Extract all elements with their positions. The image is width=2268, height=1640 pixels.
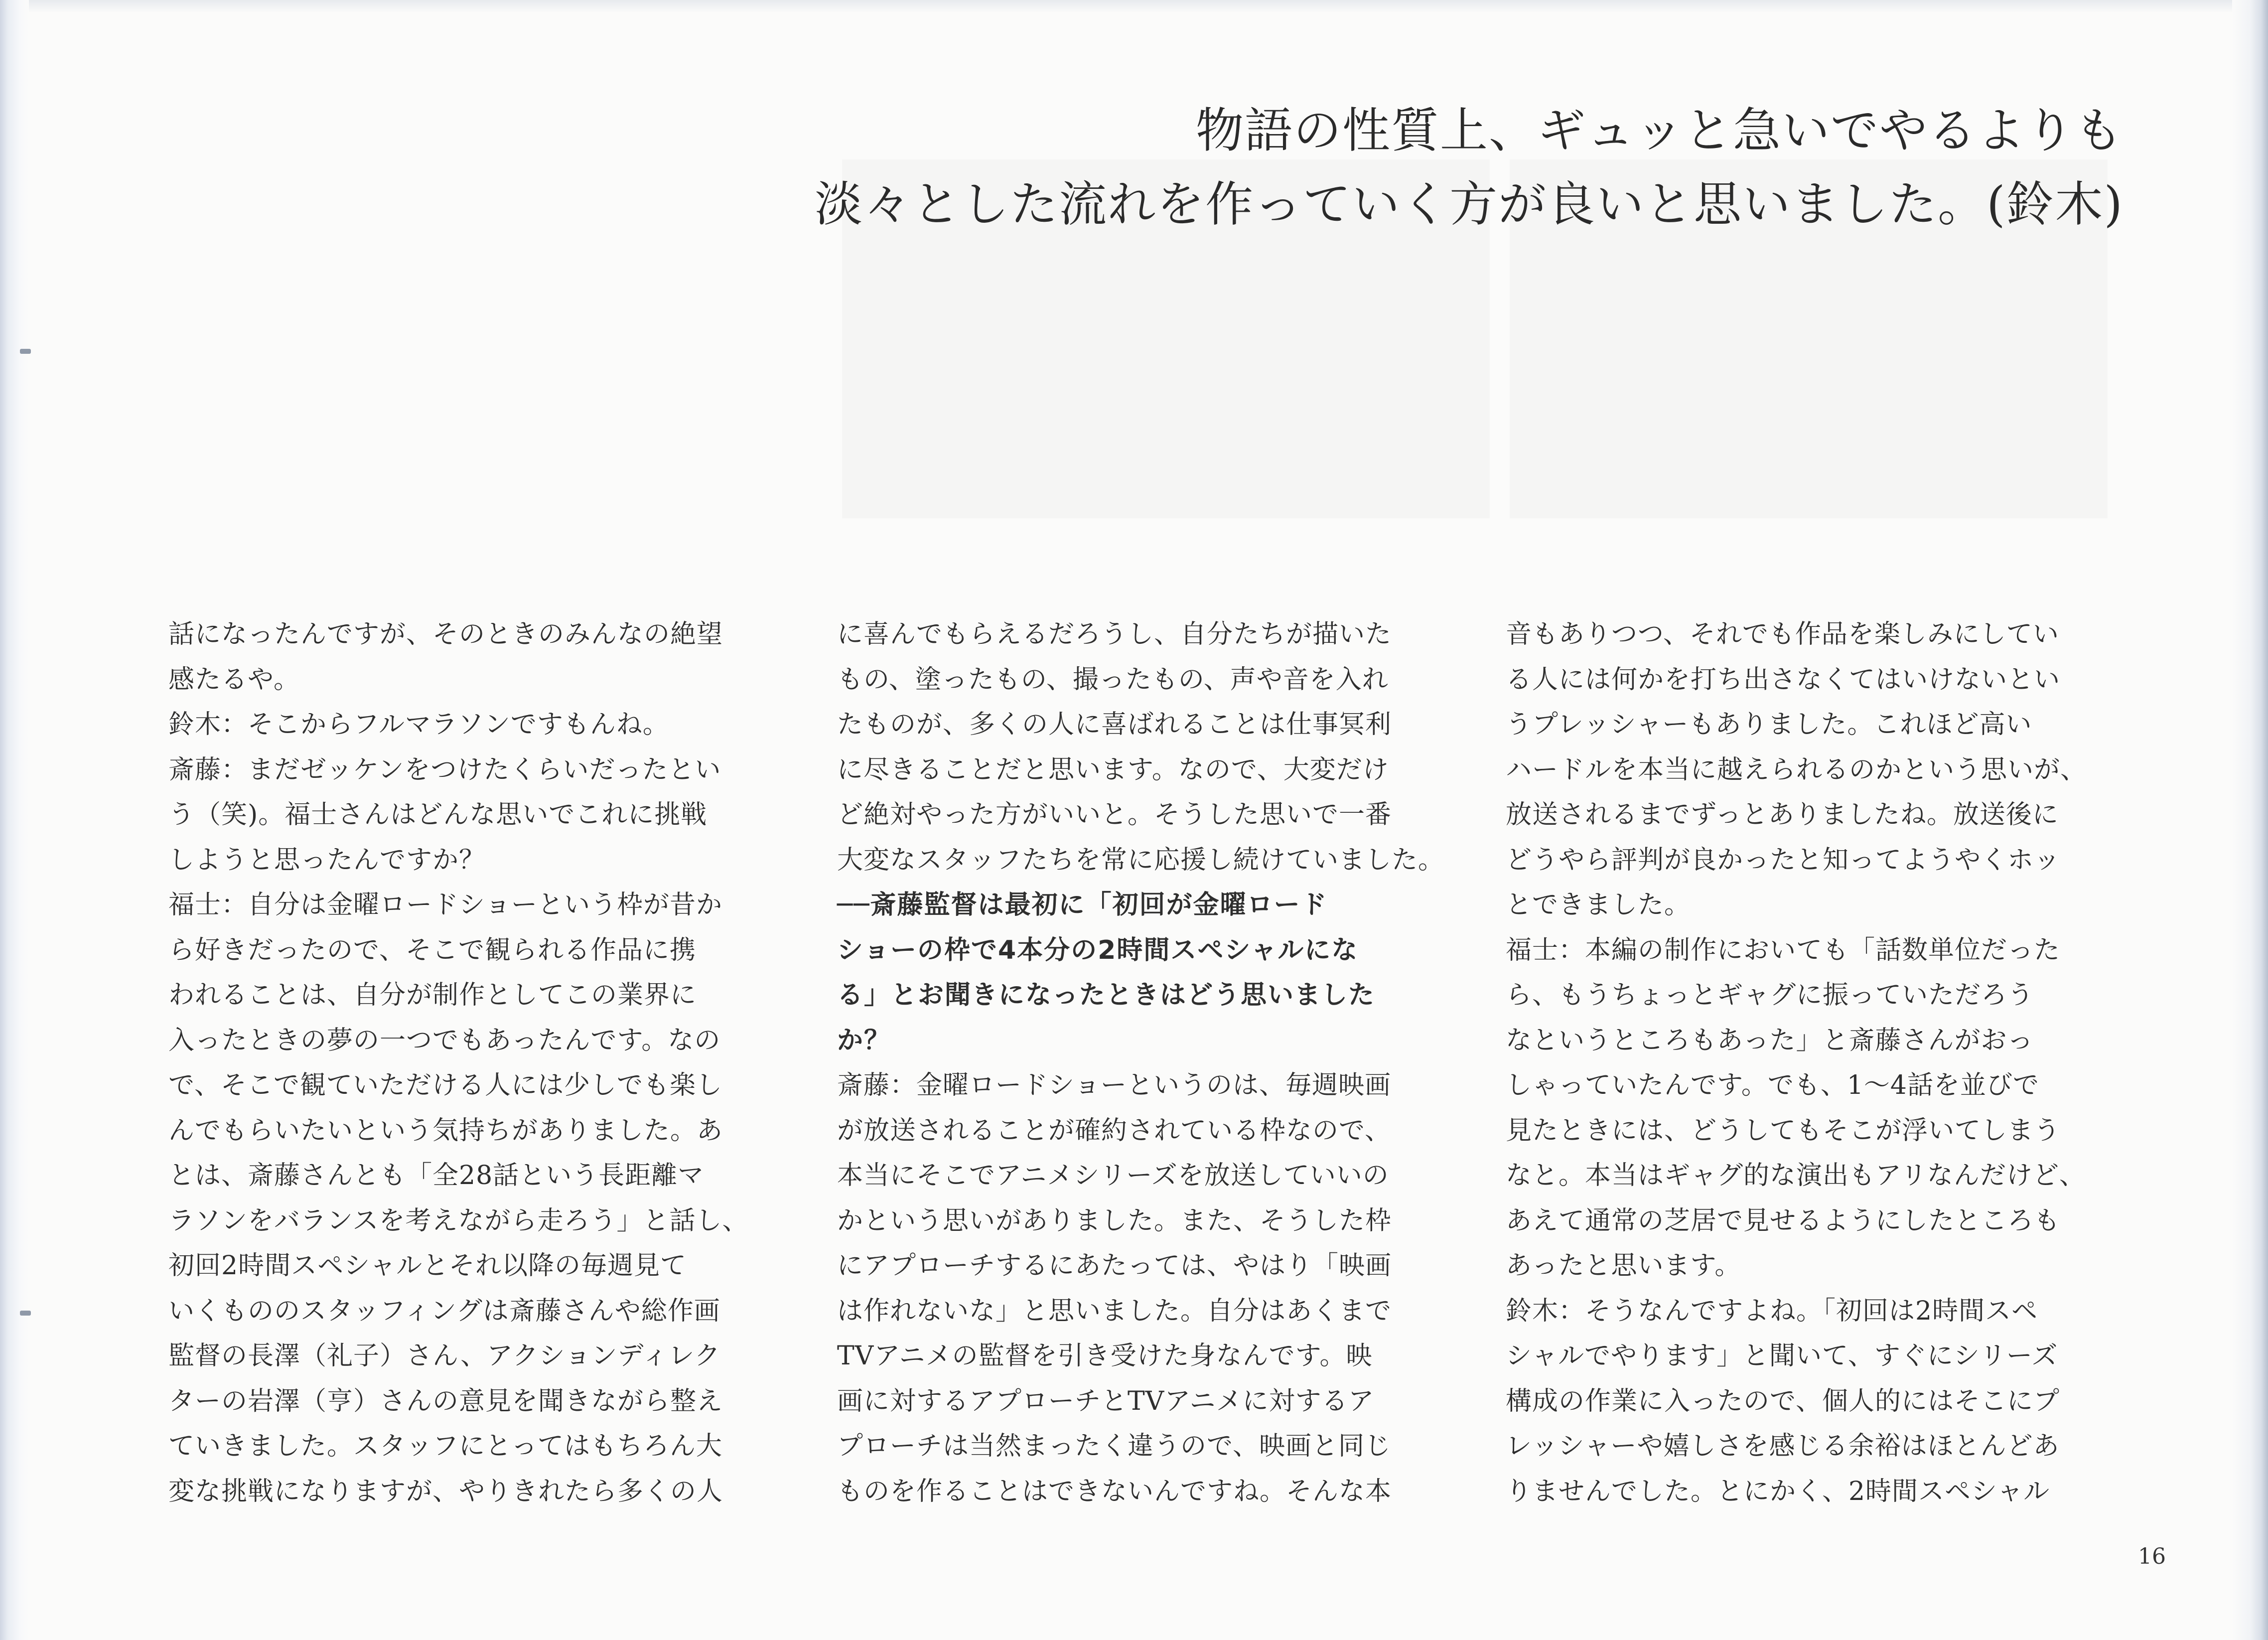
text-line: りませんでした。とにかく、2時間スペシャル xyxy=(1506,1476,2050,1506)
text-line: が放送されることが確約されている枠なので、 xyxy=(837,1115,1391,1146)
text-line: 監督の長澤（礼子）さん、アクションディレク xyxy=(168,1341,721,1371)
text-line: 斎藤：まだゼッケンをつけたくらいだったとい xyxy=(168,754,721,785)
body-column-3 xyxy=(1506,612,2148,1514)
text-line: TVアニメの監督を引き受けた身なんです。映 xyxy=(837,1341,1373,1371)
text-line: どうやら評判が良かったと知ってようやくホッ xyxy=(1506,845,2061,875)
body-column-2 xyxy=(837,612,1480,1514)
text-line: ど絶対やった方がいいと。そうした思いで一番 xyxy=(837,800,1392,830)
text-line: うプレッシャーもありました。これほど高い xyxy=(1506,710,2032,740)
text-line: 放送されるまでずっとありましたね。放送後に xyxy=(1506,800,2059,830)
text-line: ハードルを本当に越えられるのかという思いが、 xyxy=(1506,754,2087,785)
text-line: しゃっていたんです。でも、1〜4話を並びで xyxy=(1506,1070,2040,1100)
text-line: とできました。 xyxy=(1506,890,1691,920)
text-line: かという思いがありました。また、そうした枠 xyxy=(837,1205,1392,1236)
pull-quote-headline xyxy=(815,94,2124,241)
text-line: に尽きることだと思います。なので、大変だけ xyxy=(837,754,1389,785)
text-line: ら好きだったので、そこで観られる作品に携 xyxy=(168,935,696,965)
text-line: しようと思ったんですか？ xyxy=(168,845,486,875)
text-line: 本当にそこでアニメシリーズを放送していいの xyxy=(837,1161,1389,1191)
text-line: ターの岩澤（亨）さんの意見を聞きながら整え xyxy=(168,1386,723,1416)
text-line: 変な挑戦になりますが、やりきれたら多くの人 xyxy=(168,1476,723,1506)
text-line: う（笑)。福士さんはどんな思いでこれに挑戦 xyxy=(168,800,708,830)
text-line: ていきました。スタッフにとってはもちろん大 xyxy=(168,1431,722,1461)
text-line: 斎藤：金曜ロードショーというのは、毎週映画 xyxy=(837,1070,1391,1100)
text-line: いくもののスタッフィングは斎藤さんや総作画 xyxy=(168,1296,720,1326)
text-line: にアプローチするにあたっては、やはり「映画 xyxy=(837,1251,1392,1281)
binding-edge xyxy=(0,0,29,1640)
text-line: んでもらいたいという気持ちがありました。あ xyxy=(168,1115,723,1146)
text-line: もの、塗ったもの、撮ったもの、声や音を入れ xyxy=(837,664,1389,695)
text-line: 大変なスタッフたちを常に応援し続けていました。 xyxy=(837,845,1445,875)
text-line: レッシャーや嬉しさを感じる余裕はほとんどあ xyxy=(1506,1431,2060,1461)
interviewer-question-line: ショーの枠で4本分の2時間スペシャルにな xyxy=(837,935,1359,965)
text-line: 見たときには、どうしてもそこが浮いてしまう xyxy=(1506,1115,2061,1146)
text-line: 構成の作業に入ったので、個人的にはそこにプ xyxy=(1506,1386,2060,1416)
text-line: ものを作ることはできないんですね。そんな本 xyxy=(837,1476,1392,1506)
text-line: ら、もうちょっとギャグに振っていただろう xyxy=(1506,980,2034,1010)
text-line: 鈴木：そうなんですよね。「初回は2時間スペ xyxy=(1506,1296,2038,1326)
text-line: なというところもあった」と斎藤さんがおっ xyxy=(1506,1025,2034,1055)
text-line: 音もありつつ、それでも作品を楽しみにしてい xyxy=(1506,619,2059,649)
body-column-1 xyxy=(168,612,811,1514)
text-line: 感たるや。 xyxy=(168,664,300,695)
text-line: る人には何かを打ち出さなくてはいけないとい xyxy=(1506,664,2061,695)
text-line: われることは、自分が制作としてこの業界に xyxy=(168,980,697,1010)
interviewer-question-line: る」とお聞きになったときはどう思いました xyxy=(837,980,1376,1010)
text-line: 福士：自分は金曜ロードショーという枠が昔か xyxy=(168,890,722,920)
text-line: 鈴木：そこからフルマラソンですもんね。 xyxy=(168,710,669,740)
page-top-edge xyxy=(0,0,2268,13)
text-line: 話になったんですが、そのときのみんなの絶望 xyxy=(168,619,723,649)
interviewer-question-line: ──斎藤監督は最初に「初回が金曜ロード xyxy=(837,890,1328,920)
text-line: 画に対するアプローチとTVアニメに対するア xyxy=(837,1386,1375,1416)
text-line: で、そこで観ていただける人には少しでも楽し xyxy=(168,1070,722,1100)
text-line: たものが、多くの人に喜ばれることは仕事冥利 xyxy=(837,710,1392,740)
staple-mark xyxy=(20,1311,31,1316)
text-line: あったと思います。 xyxy=(1506,1251,1741,1281)
headline-line: 物語の性質上、ギュッと急いでやるよりも xyxy=(1196,103,2124,158)
page-number: 16 xyxy=(2138,1544,2166,1569)
interviewer-question-line: か？ xyxy=(837,1025,891,1055)
page-right-edge xyxy=(2232,0,2268,1640)
text-line: は作れないな」と思いました。自分はあくまで xyxy=(837,1296,1392,1326)
text-line: シャルでやります」と聞いて、すぐにシリーズ xyxy=(1506,1341,2058,1371)
text-line: なと。本当はギャグ的な演出もアリなんだけど、 xyxy=(1506,1161,2086,1191)
text-line: あえて通常の芝居で見せるようにしたところも xyxy=(1506,1205,2061,1236)
text-line: ラソンをバランスを考えながら走ろう」と話し、 xyxy=(168,1205,749,1236)
staple-mark xyxy=(20,349,31,354)
text-line: 初回2時間スペシャルとそれ以降の毎週見て xyxy=(168,1251,687,1281)
text-line: 入ったときの夢の一つでもあったんです。なの xyxy=(168,1025,721,1055)
text-line: 福士：本編の制作においても「話数単位だった xyxy=(1506,935,2061,965)
text-line: に喜んでもらえるだろうし、自分たちが描いた xyxy=(837,619,1392,649)
headline-line: 淡々とした流れを作っていく方が良いと思いました。(鈴木) xyxy=(815,176,2124,232)
text-line: とは、斎藤さんとも「全28話という長距離マ xyxy=(168,1161,705,1191)
text-line: プローチは当然まったく違うので、映画と同じ xyxy=(837,1431,1391,1461)
